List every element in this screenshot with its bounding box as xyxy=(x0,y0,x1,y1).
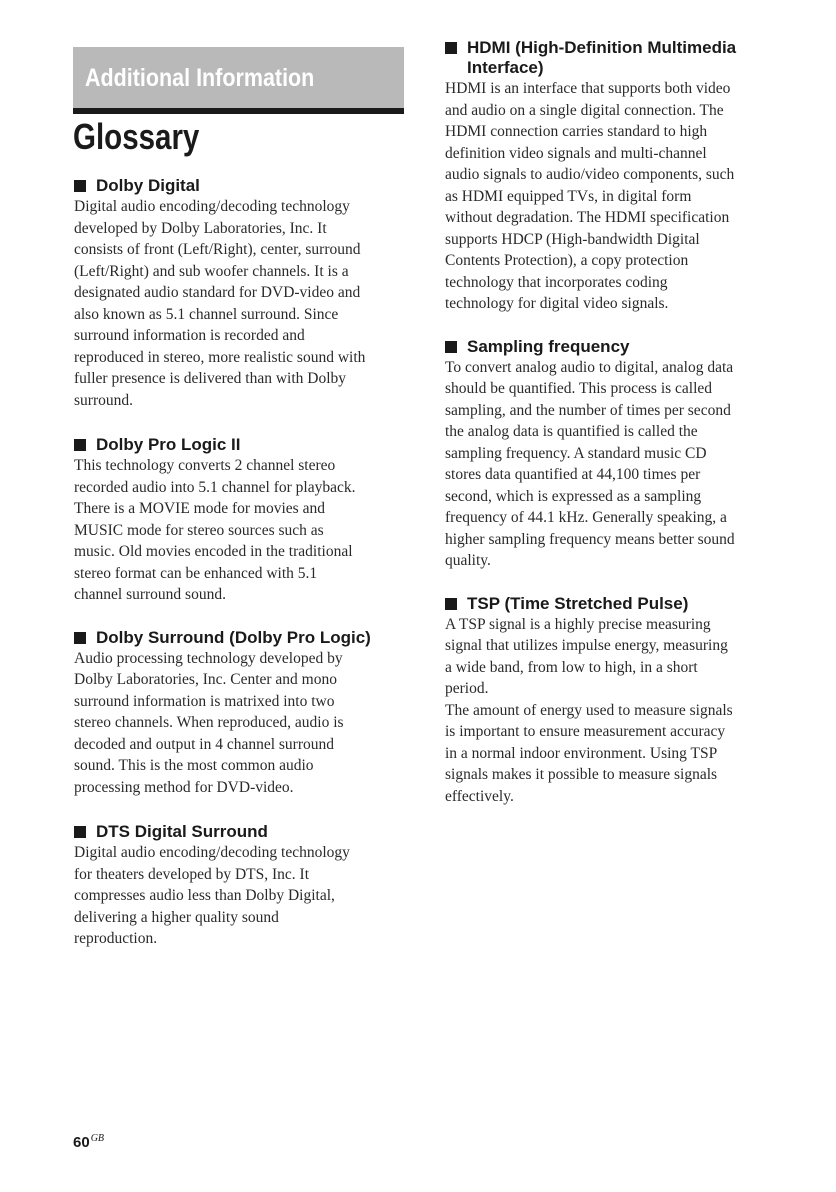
page-title: Glossary xyxy=(73,116,200,157)
glossary-term: Dolby Pro Logic II xyxy=(74,435,414,455)
glossary-term: TSP (Time Stretched Pulse) xyxy=(445,594,785,614)
glossary-entry-dolby-pro-logic-ii xyxy=(74,435,414,606)
glossary-entry-sampling-frequency xyxy=(445,337,785,572)
glossary-term: DTS Digital Surround xyxy=(74,822,414,842)
glossary-entry-dts-digital-surround xyxy=(74,822,414,950)
section-banner-label: Additional Information xyxy=(85,64,315,92)
glossary-entry-dolby-digital xyxy=(74,176,414,411)
section-banner xyxy=(73,47,404,114)
right-column xyxy=(445,38,785,807)
left-column xyxy=(74,176,414,950)
glossary-definition: Digital audio encoding/decoding technology for theaters developed by DTS, Inc. It compresses audio less than Dolby Digital, delivering a higher quality sound reproduction. xyxy=(74,844,350,947)
glossary-term: Dolby Digital xyxy=(74,176,414,196)
square-bullet-icon xyxy=(74,439,86,451)
glossary-definition: A TSP signal is a highly precise measuring signal that utilizes impulse energy, measuring a wide band, from low to high, in a short period. The amount of energy used to measure signals is important to ensure measurement accuracy in a normal indoor environment. Using TSP signals makes it possible to measure signals effectively. xyxy=(445,615,733,805)
square-bullet-icon xyxy=(445,42,457,54)
glossary-definition: HDMI is an interface that supports both video and audio on a single digital connection. The HDMI connection carries standard to high definition video signals and multi-channel audio signals to audio/video components, such as HDMI equipped TVs, in digital form without degradation. The HDMI specification supports HDCP (High-bandwidth Digital Contents Protection), a copy protection technology that incorporates coding technology for digital video signals. xyxy=(445,80,735,312)
page-number: $60^{GB}$ xyxy=(73,1133,105,1151)
page-region-suffix: GB xyxy=(90,1133,105,1144)
glossary-term: Sampling frequency xyxy=(445,337,785,357)
glossary-entry-tsp xyxy=(445,594,785,808)
glossary-definition: Audio processing technology developed by Dolby Laboratories, Inc. Center and mono surround information is matrixed into two stereo channels. When reproduced, audio is decoded and output in 4 channel surround sound. This is the most common audio processing method for DVD-video. xyxy=(74,649,344,796)
square-bullet-icon xyxy=(74,826,86,838)
glossary-definition: To convert analog audio to digital, analog data should be quantified. This process is called sampling, and the number of times per second the analog data is quantified is called the sampling frequency. A standard music CD stores data quantified at 44,100 times per second, which is expressed as a sampling frequency of 44.1 kHz. Generally speaking, a higher sampling frequency means better sound quality. xyxy=(445,358,735,569)
glossary-term: Dolby Surround (Dolby Pro Logic) xyxy=(74,628,414,648)
square-bullet-icon xyxy=(445,341,457,353)
glossary-definition: Digital audio encoding/decoding technology developed by Dolby Laboratories, Inc. It consists of front (Left/Right), center, surround (Left/Right) and sub woofer channels. It is a designated audio standard for DVD-video and also known as 5.1 channel surround. Since surround information is recorded and reproduced in stereo, more realistic sound with fuller presence is delivered than with Dolby surround. xyxy=(74,198,366,409)
square-bullet-icon xyxy=(74,632,86,644)
square-bullet-icon xyxy=(445,598,457,610)
square-bullet-icon xyxy=(74,180,86,192)
glossary-entry-hdmi xyxy=(445,38,785,315)
glossary-term: HDMI (High-Definition Multimedia Interface) xyxy=(445,38,785,78)
glossary-definition: This technology converts 2 channel stereo recorded audio into 5.1 channel for playback. There is a MOVIE mode for movies and MUSIC mode for stereo sources such as music. Old movies encoded in the traditional stereo format can be enhanced with 5.1 channel surround sound. xyxy=(74,457,356,603)
glossary-entry-dolby-surround xyxy=(74,628,414,799)
